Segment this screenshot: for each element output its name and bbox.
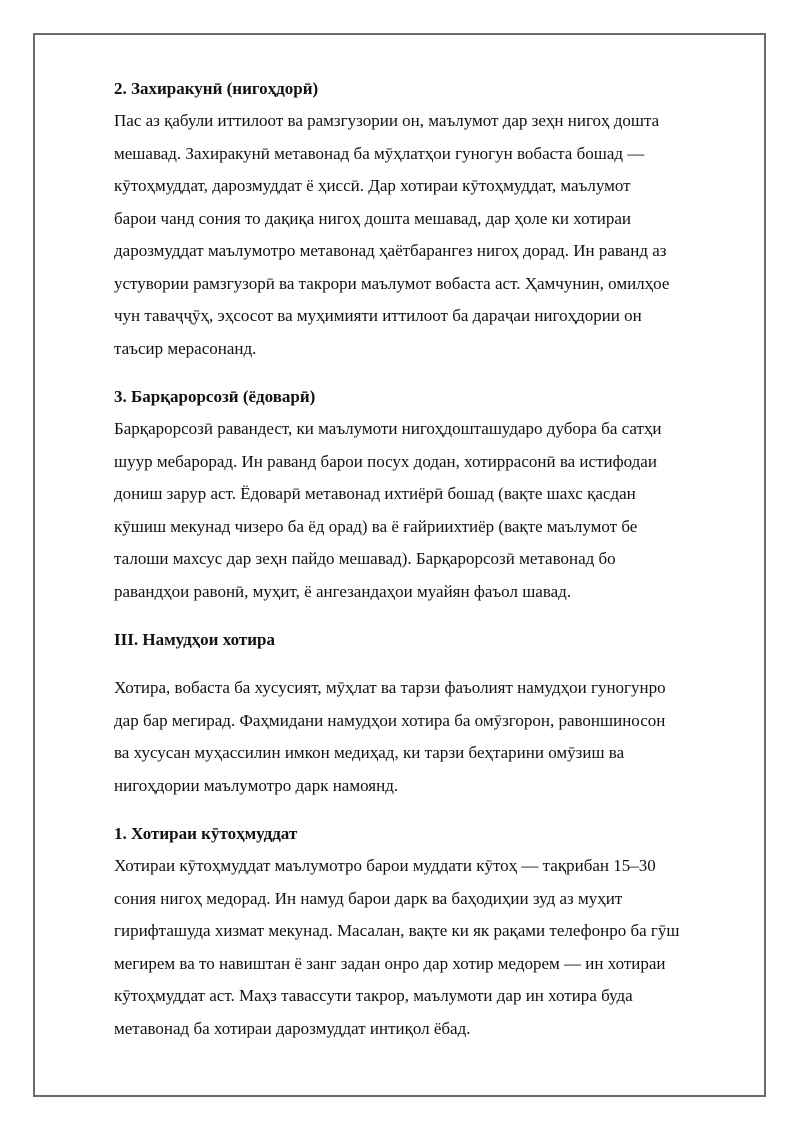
text-line: кӯшиш мекунад чизеро ба ёд орад) ва ё ғайриихтиёр (вақте маълумот бе [114, 516, 638, 536]
text-line: мешавад. Захиракунӣ метавонад ба мӯҳлатҳои гуногун вобаста бошад — [114, 143, 645, 163]
document-body [114, 73, 754, 1045]
text-line: устувории рамзгузорӣ ва такрори маълумот вобаста аст. Ҳамчунин, омилҳое [114, 273, 670, 293]
text-line: дониш зарур аст. Ёдоварӣ метавонад ихтиёрӣ бошад (вақте шахс қасдан [114, 484, 636, 503]
paragraph-memory-types [114, 672, 754, 802]
section-heading-memory-types: III. Намудҳои хотира [114, 630, 275, 649]
text-line: Хотираи кӯтоҳмуддат маълумотро барои муддати кӯтоҳ — тақрибан 15–30 [114, 856, 656, 875]
text-line: кӯтоҳмуддат аст. Маҳз тавассути такрор, маълумоти дар ин хотира буда [114, 986, 633, 1005]
text-line: Барқарорсозӣ равандест, ки маълумоти нигоҳдошташударо дубора ба сатҳи [114, 419, 662, 438]
text-line: гирифташуда хизмат мекунад. Масалан, вақте ки як рақами телефонро ба гӯш [114, 921, 680, 940]
text-line: мегирем ва то навиштан ё занг задан онро дар хотир медорем — ин хотираи [114, 953, 666, 973]
text-line: талоши махсус дар зеҳн пайдо мешавад). Барқарорсозӣ метавонад бо [114, 549, 616, 568]
text-line: дарозмуддат маълумотро метавонад ҳаётбарангез нигоҳ дорад. Ин раванд аз [114, 241, 667, 260]
text-line: чун таваҷҷӯҳ, эҳсосот ва муҳимияти иттилоот ба дараҷаи нигоҳдории он [114, 306, 642, 325]
text-line: шуур мебарорад. Ин раванд барои посух додан, хотиррасонӣ ва истифодаи [114, 451, 657, 471]
text-line: Пас аз қабули иттилоот ва рамзгузории он, маълумот дар зеҳн нигоҳ дошта [114, 111, 660, 130]
text-line: нигоҳдории маълумотро дарк намоянд. [114, 775, 399, 795]
section-heading-short-term: 1. Хотираи кӯтоҳмуддат [114, 824, 298, 843]
text-line: ва хусусан муҳассилин имкон медиҳад, ки тарзи беҳтарини омӯзиш ва [114, 743, 625, 762]
paragraph-storage [114, 105, 754, 365]
paragraph-short-term [114, 850, 754, 1045]
text-line: сония нигоҳ медорад. Ин намуд барои дарк ва баҳодиҳии зуд аз муҳит [114, 888, 623, 908]
section-heading-retrieval: 3. Барқарорсозӣ (ёдоварӣ) [114, 387, 316, 406]
text-line: Хотира, вобаста ба хусусият, мӯҳлат ва тарзи фаъолият намудҳои гуногунро [114, 678, 666, 697]
text-line: метавонад ба хотираи дарозмуддат интиқол ёбад. [114, 1018, 471, 1038]
text-line: барои чанд сония то дақиқа нигоҳ дошта мешавад, дар ҳоле ки хотираи [114, 208, 632, 228]
text-line: кӯтоҳмуддат, дарозмуддат ё ҳиссӣ. Дар хотираи кӯтоҳмуддат, маълумот [114, 176, 631, 195]
paragraph-retrieval [114, 413, 754, 608]
section-heading-storage: 2. Захиракунӣ (нигоҳдорӣ) [114, 79, 319, 98]
text-line: дар бар мегирад. Фаҳмидани намудҳои хотира ба омӯзгорон, равоншиносон [114, 710, 666, 730]
text-line: таъсир мерасонанд. [114, 338, 257, 358]
text-line: равандҳои равонӣ, муҳит, ё ангезандаҳои муайян фаъол шавад. [114, 581, 572, 601]
